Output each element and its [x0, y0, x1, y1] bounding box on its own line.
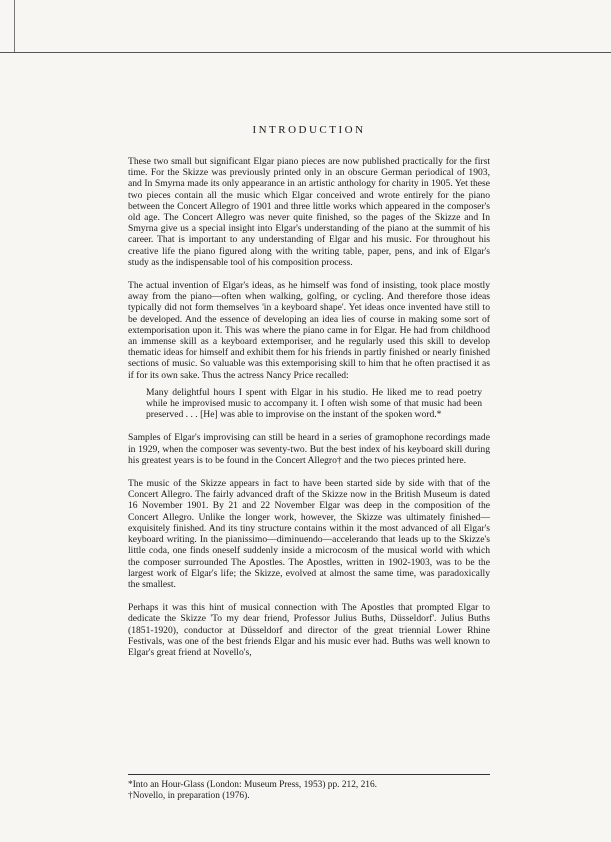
paragraph-4: The music of the Skizze appears in fact to have been started side by side with that of the Concert Allegro. The fairly advanced draft of the Skizze now in the British Museum is dated 16 November 1901. By 21 and 22 November Elgar was deep in the composition of the Concert Allegro. Unlike the longer work, however, the Skizze was ultimately finished—exquisitely finished. And its tiny structure contains within it the most advanced of all Elgar's keyboard writing. In the pianissimo—diminuendo—accelerando that leads up to the Skizze's little coda, one finds oneself suddenly inside a microcosm of the musical world with which the composer surrounded The Apostles. The Apostles, written in 1902-1903, was to be the largest work of Elgar's life; the Skizze, evolved at almost the same time, was paradoxically the smallest. [128, 478, 490, 590]
block-quote: Many delightful hours I spent with Elgar in his studio. He liked me to read poetry while he improvised music to accompany it. I often wish some of that music had been preserved . . . [He] was able to improvise on the instant of the spoken word.* [146, 386, 482, 421]
paragraph-1: These two small but significant Elgar piano pieces are now published practically for the first time. For the Skizze was previously printed only in an obscure German periodical of 1903, and In Smyrna made its only appearance in an artistic anthology for charity in 1905. Yet these two pieces contain all the music which Elgar conceived and wrote entirely for the piano between the Concert Allegro of 1901 and three little works which appeared in the composer's old age. The Concert Allegro was never quite finished, so the pages of the Skizze and In Smyrna give us a special insight into Elgar's understanding of the piano at the summit of his career. That is important to any understanding of Elgar and his music. For throughout his creative life the piano figured along with the writing table, paper, pens, and ink of Elgar's study as the indispensable tool of his composition process. [128, 156, 490, 268]
crop-mark [14, 0, 15, 52]
body-text [128, 156, 490, 670]
footnote-2: †Novello, in preparation (1976). [128, 791, 250, 801]
page-title: INTRODUCTION [252, 124, 366, 136]
page-edge-line [0, 52, 611, 53]
paragraph-5: Perhaps it was this hint of musical connection with The Apostles that prompted Elgar to dedicate the Skizze 'To my dear friend, Professor Julius Buths, Düsseldorf'. Julius Buths (1851-1920), conductor at Düsseldorf and director of the great triennial Lower Rhine Festivals, was one of the best friends Elgar and his music ever had. Buths was well known to Elgar's great friend at Novello's, [128, 602, 490, 658]
paragraph-2: The actual invention of Elgar's ideas, as he himself was fond of insisting, took place mostly away from the piano—often when walking, golfing, or cycling. And therefore those ideas typically did not form themselves 'in a keyboard shape'. Yet ideas once invented have still to be developed. And the essence of developing an idea lies of course in making some sort of extemporisation upon it. This was where the piano came in for Elgar. He had from childhood an immense skill as a keyboard extemporiser, and he regularly used this skill to develop thematic ideas for himself and exhibit them for his friends in partly finished or nearly finished sections of music. So valuable was this extemporising skill to him that he often practised it as if for its own sake. Thus the actress Nancy Price recalled: [128, 280, 490, 381]
paragraph-3: Samples of Elgar's improvising can still be heard in a series of gramophone recordings made in 1929, when the composer was seventy-two. But the best index of his keyboard skill during his greatest years is to be found in the Concert Allegro† and the two pieces printed here. [128, 432, 490, 466]
footnote-divider [128, 774, 490, 775]
footnote-1: *Into an Hour-Glass (London: Museum Press, 1953) pp. 212, 216. [128, 780, 378, 790]
footnotes [128, 780, 490, 802]
